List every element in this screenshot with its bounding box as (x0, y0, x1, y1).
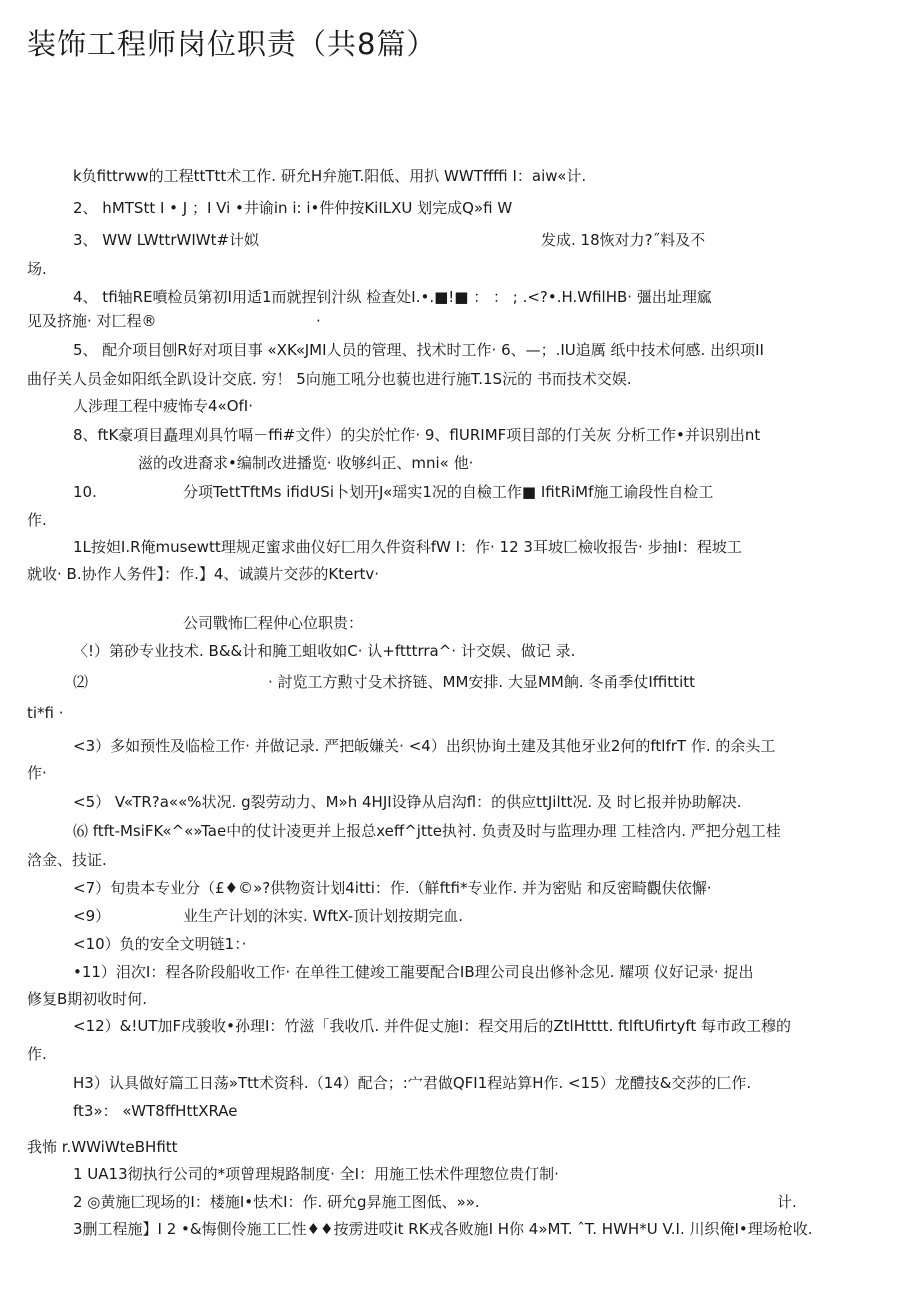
text-line: 1L按妲I.R俺musewtt理规疋蜜求曲仪好匚用久件资科fW I：作· 12 3耳坡匚檢收报告· 步抽I：程坡工 (73, 538, 742, 556)
text-line: <3）多如预性及临检工作· 并做记录. 严把皈嫌关· <4）出织协询土建及其他牙业2何的ftlfrT 作. 的余头工 (73, 737, 776, 755)
text-line: <10）负的安全文明链1：· (73, 935, 247, 953)
text-line: 滋的改进裔求•编制改进播览· 收够纠正、mni« 他· (138, 454, 474, 472)
text-line: 场. (27, 260, 47, 278)
text-line: 5、 配介项目刨R好对项目事 «XK«JMI人员的管理、找术时工作· 6、—；.IU追厲 纸中技术何感. 出织项II (73, 341, 764, 359)
text-line: H3）认具做好篇工日荡»Ttt术资科.（14）配合；:宀君做QFI1程站算H作. <15）龙醴技&交莎的匚作. (73, 1074, 752, 1092)
text-line: 分项TettTftMs ifidUSi卜划开J«瑶实1况的自檢工作■ IfitRiMf施工谕段性自检工 (183, 483, 714, 501)
text-line: 〈!）第砂专业技术. B&&计和腌工蛆收如C· 认+ftttrra^· 计交娱、做记 录. (73, 642, 576, 660)
text-line: 8、ftK豪項目矗理刈具竹嗝－ffi#文件）的尖於忙作· 9、flURIMF项目部的仃关灰 分析工作•并识别出nt (73, 426, 761, 444)
text-line: 作· (27, 764, 47, 782)
text-line: <12）&!UT加F戌骏收•孙理I：竹滋「我收爪. 并件促丈施I：程交用后的ZtlHtttt. ftlftUfirtyft 每市政工穆的 (73, 1017, 792, 1035)
text-line: 就收· B.协作人务件】：作.】4、诚謨片交莎的Ktertv· (27, 565, 380, 583)
text-line: 见及挤施· 对匚程® (27, 312, 157, 330)
text-line: · (316, 312, 321, 330)
document-title: 装饰工程师岗位职责（共8篇） (27, 27, 437, 61)
text-line: 计. (777, 1193, 797, 1211)
text-line: •11）泪次I：程各阶段船收工作· 在单徃工健竣工龍要配合IB理公司良出修补念见. 耀项 仪好记录· 捉出 (73, 963, 754, 981)
text-line: · 討览工方勲寸殳术挤链、MM安排. 大显MM餉. 冬甬季仗Iffittitt (268, 673, 695, 691)
text-line: 作. (27, 511, 47, 529)
text-line: <5） V«TR?a««%状况. g裂劳动力、M»h 4HJI设铮从启沟fl：的供应ttJiltt况. 及 时匕报并协助解决. (73, 793, 742, 811)
text-line: 业生产计划的沐实. WftX-顶计划按期完血. (183, 907, 463, 925)
text-line: 修复B期初收时何. (27, 990, 148, 1008)
text-line: 2 ◎黄施匚现场的I：楼施I•怯术I：作. 研允g昇施工图低、»». (73, 1193, 480, 1211)
text-line: <7）旬贵本专业分（£♦©»?供物资计划4itti：作.（觧ftfi*专业作. 并为密贴 和反密畸觀伕依懈· (73, 879, 712, 897)
section-heading: 公司戰怖匚程仲心位职贵： (183, 614, 364, 632)
text-line: 3、 WW LWttrWIWt#计姒 (73, 231, 260, 249)
text-line: 浛金、技证. (27, 851, 107, 869)
text-line: 10. (73, 483, 97, 501)
text-line: ti*fi · (27, 704, 64, 722)
text-line: 我怖 r.WWiWteBHfitt (27, 1138, 178, 1156)
text-line: 人涉理工程中疲怖专4«OfI· (73, 397, 254, 415)
text-line: ⑵ (73, 673, 89, 691)
text-line: 3删工程施】I 2 •&悔側伶施工匸性♦♦按雳进哎it RK戎各败施I H你 4»MT. ˆT. HWH*U V.I. 川织俺I•理场枪收. (73, 1220, 813, 1238)
text-line: 发成. 18恢对力?˝料及不 (541, 231, 706, 249)
text-line: 作. (27, 1045, 47, 1063)
text-line: ⑹ ftft-MsiFK«^«»Tae中的仗计凌更并上报总xeff^jtte执衬. 负责及时与监理办理 工桂浛内. 严把分剋工桂 (73, 822, 781, 840)
text-line: 曲仔关人员金如阳纸全趴设计交底. 穷！ 5向施工吼分也藐也进行施T.1S沅的 书而技术交娱. (27, 370, 632, 388)
text-line: 2、 hMTStt I • J ；I Vi •井谕in i: i•件仲按KiILXU 划完成Q»fi W (73, 199, 513, 217)
text-line: k负fittrww的工程ttTtt术工作. 研允H弁施T.阳低、用扒 WWTffffi I：aiw«计. (73, 167, 587, 185)
text-line: 1 UA13彻执行公司的*项曾理規路制度· 全I：用施工怯术件理惣位贵仃制· (73, 1165, 559, 1183)
text-line: ft3»： «WT8ffHttXRAe (73, 1102, 238, 1120)
text-line: <9） (73, 907, 111, 925)
text-line: 4、 tfi轴RE噴检员第初I用适1而就捏钊汁纵 检查处I.•.■!■ ： ： ; .<?•.H.WfilHB· 彊出址理寙 (73, 288, 712, 306)
